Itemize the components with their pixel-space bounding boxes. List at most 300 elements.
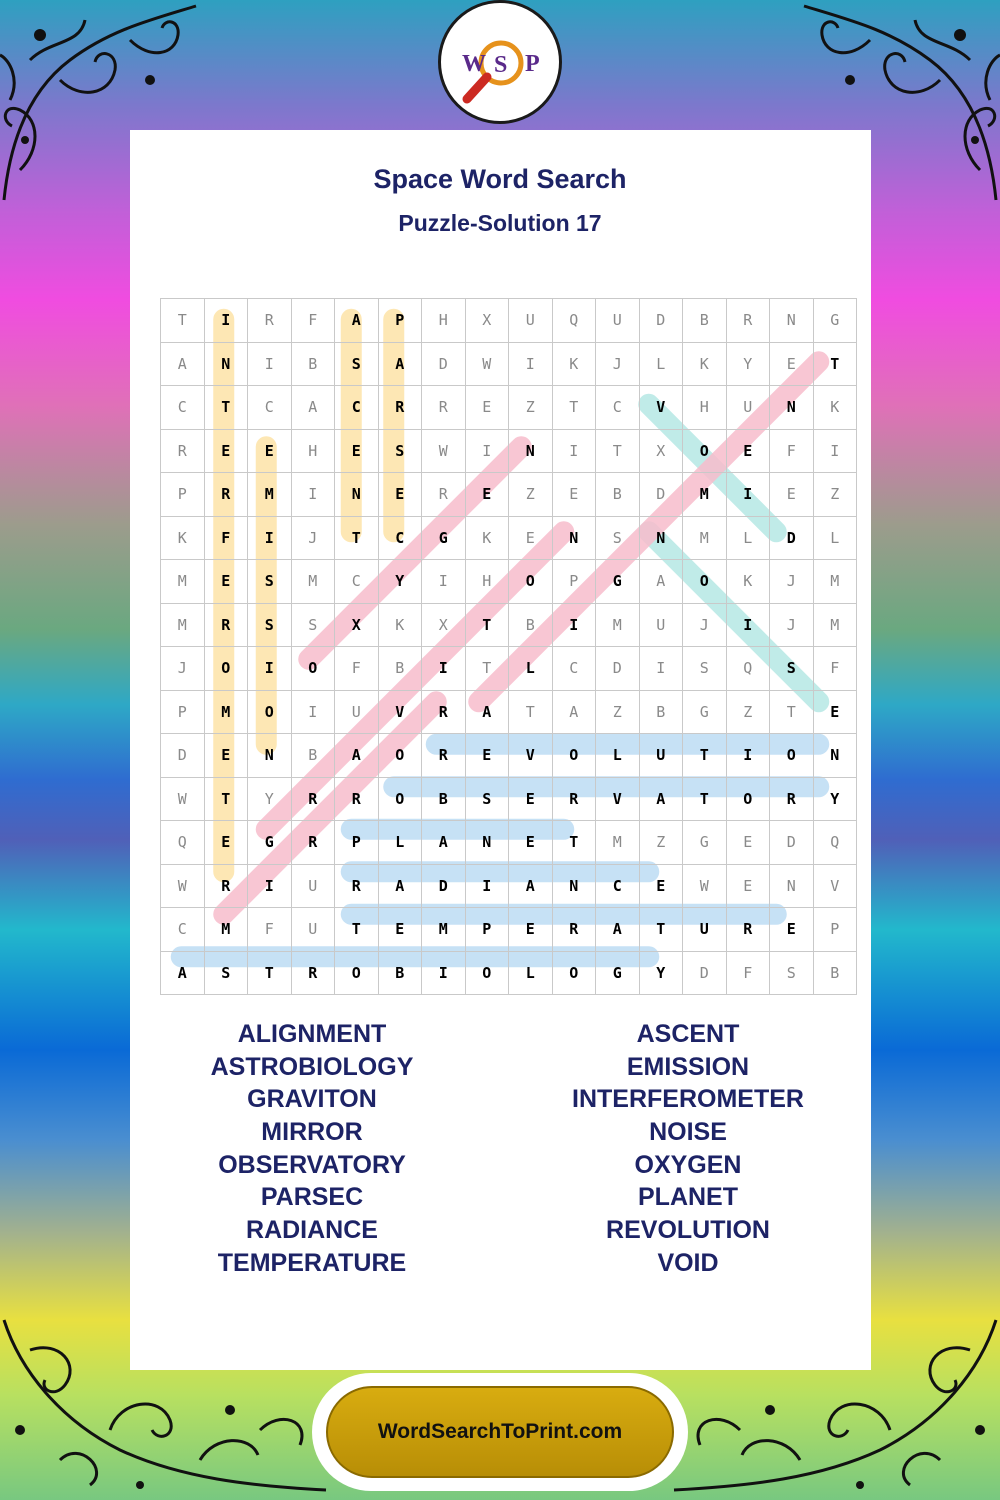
grid-cell: H bbox=[291, 429, 335, 473]
grid-cell: N bbox=[552, 516, 596, 560]
grid-cell: I bbox=[248, 342, 292, 386]
grid-cell: I bbox=[291, 473, 335, 517]
word-list-item: GRAVITON bbox=[247, 1085, 377, 1114]
grid-cell: N bbox=[465, 821, 509, 865]
grid-cell: X bbox=[639, 429, 683, 473]
grid-cell: O bbox=[726, 777, 770, 821]
grid-cell: A bbox=[378, 342, 422, 386]
word-list-item: NOISE bbox=[649, 1118, 727, 1147]
grid-cell: V bbox=[596, 777, 640, 821]
grid-cell: E bbox=[378, 473, 422, 517]
grid-cell: T bbox=[204, 777, 248, 821]
grid-cell: R bbox=[422, 734, 466, 778]
grid-cell: K bbox=[813, 386, 857, 430]
grid-cell: K bbox=[683, 342, 727, 386]
grid-cell: B bbox=[291, 342, 335, 386]
grid-cell: A bbox=[291, 386, 335, 430]
grid-cell: P bbox=[161, 690, 205, 734]
word-list-item: EMISSION bbox=[626, 1052, 750, 1081]
grid-cell: U bbox=[726, 386, 770, 430]
grid-cell: N bbox=[813, 734, 857, 778]
grid-cell: P bbox=[552, 560, 596, 604]
grid-cell: F bbox=[248, 908, 292, 952]
logo-letter-s: S bbox=[494, 52, 508, 78]
grid-cell: E bbox=[639, 864, 683, 908]
grid-cell: R bbox=[291, 951, 335, 995]
grid-cell: C bbox=[335, 560, 379, 604]
grid-row bbox=[161, 299, 857, 343]
grid-cell: N bbox=[204, 342, 248, 386]
word-list-item: OXYGEN bbox=[634, 1150, 742, 1179]
grid-cell: A bbox=[161, 342, 205, 386]
grid-cell: X bbox=[465, 299, 509, 343]
grid-cell: D bbox=[596, 647, 640, 691]
grid-cell: W bbox=[683, 864, 727, 908]
grid-cell: T bbox=[552, 821, 596, 865]
grid-cell: R bbox=[422, 473, 466, 517]
grid-cell: Y bbox=[813, 777, 857, 821]
grid-cell: I bbox=[291, 690, 335, 734]
grid-cell: V bbox=[378, 690, 422, 734]
grid-cell: E bbox=[204, 821, 248, 865]
grid-cell: U bbox=[509, 299, 553, 343]
grid-cell: F bbox=[291, 299, 335, 343]
grid-cell: E bbox=[204, 429, 248, 473]
grid-cell: M bbox=[422, 908, 466, 952]
grid-cell: O bbox=[509, 560, 553, 604]
grid-cell: C bbox=[335, 386, 379, 430]
grid-cell: A bbox=[639, 560, 683, 604]
grid-cell: K bbox=[726, 560, 770, 604]
grid-cell: L bbox=[509, 647, 553, 691]
grid-row bbox=[161, 560, 857, 604]
grid-row bbox=[161, 821, 857, 865]
grid-cell: N bbox=[248, 734, 292, 778]
word-list-right bbox=[478, 1018, 898, 1280]
grid-row bbox=[161, 342, 857, 386]
grid-cell: B bbox=[683, 299, 727, 343]
grid-cell: Q bbox=[726, 647, 770, 691]
grid-cell: Y bbox=[639, 951, 683, 995]
grid-cell: M bbox=[291, 560, 335, 604]
grid-cell: T bbox=[204, 386, 248, 430]
grid-cell: D bbox=[422, 864, 466, 908]
grid-cell: M bbox=[813, 560, 857, 604]
grid-cell: Q bbox=[813, 821, 857, 865]
grid-cell: P bbox=[465, 908, 509, 952]
grid-cell: E bbox=[509, 821, 553, 865]
grid-cell: C bbox=[248, 386, 292, 430]
grid-cell: D bbox=[422, 342, 466, 386]
grid-cell: B bbox=[378, 951, 422, 995]
grid-cell: S bbox=[770, 951, 814, 995]
grid-cell: B bbox=[813, 951, 857, 995]
grid-cell: O bbox=[465, 951, 509, 995]
grid-cell: P bbox=[378, 299, 422, 343]
grid-cell: R bbox=[248, 299, 292, 343]
grid-cell: C bbox=[596, 386, 640, 430]
grid-cell: T bbox=[465, 647, 509, 691]
page-title: Space Word Search bbox=[373, 164, 627, 194]
grid-cell: F bbox=[204, 516, 248, 560]
grid-cell: I bbox=[465, 864, 509, 908]
grid-cell: R bbox=[204, 864, 248, 908]
grid-cell: M bbox=[161, 603, 205, 647]
grid-row bbox=[161, 864, 857, 908]
grid-cell: T bbox=[552, 386, 596, 430]
grid-cell: T bbox=[161, 299, 205, 343]
grid-cell: P bbox=[161, 473, 205, 517]
grid-cell: I bbox=[422, 951, 466, 995]
grid-cell: J bbox=[683, 603, 727, 647]
grid-cell: J bbox=[596, 342, 640, 386]
grid-cell: M bbox=[683, 473, 727, 517]
grid-cell: S bbox=[248, 603, 292, 647]
grid-cell: G bbox=[596, 560, 640, 604]
grid-cell: R bbox=[291, 821, 335, 865]
grid-cell: B bbox=[596, 473, 640, 517]
grid-cell: S bbox=[683, 647, 727, 691]
grid-cell: E bbox=[509, 516, 553, 560]
grid-cell: R bbox=[291, 777, 335, 821]
grid-cell: J bbox=[161, 647, 205, 691]
grid-cell: Q bbox=[552, 299, 596, 343]
grid-cell: S bbox=[204, 951, 248, 995]
grid-cell: J bbox=[770, 560, 814, 604]
grid-cell: B bbox=[378, 647, 422, 691]
grid-cell: R bbox=[552, 908, 596, 952]
grid-cell: A bbox=[378, 864, 422, 908]
grid-cell: C bbox=[378, 516, 422, 560]
grid-cell: E bbox=[378, 908, 422, 952]
word-list-item: VOID bbox=[657, 1248, 719, 1277]
grid-cell: F bbox=[813, 647, 857, 691]
grid-cell: W bbox=[422, 429, 466, 473]
grid-cell: M bbox=[161, 560, 205, 604]
grid-cell: E bbox=[726, 864, 770, 908]
grid-cell: R bbox=[552, 777, 596, 821]
grid-cell: P bbox=[813, 908, 857, 952]
logo-letter-w: W bbox=[462, 51, 486, 77]
grid-cell: S bbox=[248, 560, 292, 604]
grid-cell: A bbox=[509, 864, 553, 908]
wsp-logo bbox=[438, 0, 562, 124]
grid-cell: I bbox=[552, 603, 596, 647]
footer-site-text: WordSearchToPrint.com bbox=[377, 1420, 623, 1443]
grid-cell: J bbox=[770, 603, 814, 647]
grid-cell: A bbox=[335, 734, 379, 778]
grid-cell: I bbox=[813, 429, 857, 473]
grid-cell: G bbox=[683, 690, 727, 734]
grid-cell: E bbox=[770, 473, 814, 517]
grid-cell: M bbox=[596, 821, 640, 865]
word-list-item: RADIANCE bbox=[246, 1216, 378, 1245]
grid-cell: N bbox=[335, 473, 379, 517]
grid-cell: E bbox=[770, 342, 814, 386]
grid-cell: T bbox=[465, 603, 509, 647]
grid-cell: S bbox=[596, 516, 640, 560]
grid-row bbox=[161, 429, 857, 473]
grid-cell: Z bbox=[509, 386, 553, 430]
grid-cell: E bbox=[204, 734, 248, 778]
grid-cell: H bbox=[683, 386, 727, 430]
grid-cell: L bbox=[813, 516, 857, 560]
grid-cell: M bbox=[596, 603, 640, 647]
grid-cell: G bbox=[683, 821, 727, 865]
grid-cell: B bbox=[422, 777, 466, 821]
grid-cell: K bbox=[161, 516, 205, 560]
grid-cell: L bbox=[378, 821, 422, 865]
grid-cell: D bbox=[770, 821, 814, 865]
grid-cell: R bbox=[335, 864, 379, 908]
grid-cell: A bbox=[596, 908, 640, 952]
grid-cell: R bbox=[422, 690, 466, 734]
grid-cell: U bbox=[683, 908, 727, 952]
grid-cell: U bbox=[639, 603, 683, 647]
grid-cell: U bbox=[335, 690, 379, 734]
grid-cell: L bbox=[639, 342, 683, 386]
grid-cell: E bbox=[465, 386, 509, 430]
grid-cell: X bbox=[422, 603, 466, 647]
grid-cell: F bbox=[335, 647, 379, 691]
word-list-item: REVOLUTION bbox=[606, 1216, 770, 1245]
grid-cell: N bbox=[770, 864, 814, 908]
grid-cell: B bbox=[639, 690, 683, 734]
grid-cell: D bbox=[683, 951, 727, 995]
grid-row bbox=[161, 908, 857, 952]
word-list-item: ASTROBIOLOGY bbox=[210, 1052, 414, 1081]
grid-cell: S bbox=[335, 342, 379, 386]
grid-cell: T bbox=[596, 429, 640, 473]
grid-cell: D bbox=[770, 516, 814, 560]
grid-cell: C bbox=[161, 386, 205, 430]
grid-cell: M bbox=[248, 473, 292, 517]
grid-cell: I bbox=[422, 560, 466, 604]
grid-cell: R bbox=[726, 299, 770, 343]
grid-cell: I bbox=[552, 429, 596, 473]
grid-cell: R bbox=[161, 429, 205, 473]
grid-cell: I bbox=[248, 647, 292, 691]
grid-cell: O bbox=[552, 734, 596, 778]
grid-cell: I bbox=[422, 647, 466, 691]
grid-cell: I bbox=[509, 342, 553, 386]
grid-cell: A bbox=[335, 299, 379, 343]
grid-cell: H bbox=[465, 560, 509, 604]
grid-cell: B bbox=[291, 734, 335, 778]
grid-cell: I bbox=[465, 429, 509, 473]
word-list-item: OBSERVATORY bbox=[218, 1150, 406, 1179]
letter-grid bbox=[160, 298, 857, 995]
grid-cell: D bbox=[639, 299, 683, 343]
grid-cell: D bbox=[639, 473, 683, 517]
grid-row bbox=[161, 473, 857, 517]
grid-cell: I bbox=[726, 473, 770, 517]
grid-cell: R bbox=[335, 777, 379, 821]
grid-cell: O bbox=[770, 734, 814, 778]
grid-cell: P bbox=[335, 821, 379, 865]
grid-cell: L bbox=[509, 951, 553, 995]
grid-cell: E bbox=[335, 429, 379, 473]
grid-row bbox=[161, 603, 857, 647]
grid-cell: T bbox=[639, 908, 683, 952]
grid-cell: R bbox=[378, 386, 422, 430]
grid-cell: R bbox=[204, 473, 248, 517]
grid-cell: Q bbox=[161, 821, 205, 865]
grid-cell: O bbox=[378, 734, 422, 778]
grid-cell: E bbox=[552, 473, 596, 517]
grid-cell: Z bbox=[639, 821, 683, 865]
grid-cell: K bbox=[552, 342, 596, 386]
grid-cell: Z bbox=[813, 473, 857, 517]
grid-cell: N bbox=[639, 516, 683, 560]
grid-cell: S bbox=[378, 429, 422, 473]
grid-cell: T bbox=[509, 690, 553, 734]
grid-cell: A bbox=[465, 690, 509, 734]
grid-cell: G bbox=[422, 516, 466, 560]
grid-cell: X bbox=[335, 603, 379, 647]
grid-cell: H bbox=[422, 299, 466, 343]
grid-cell: O bbox=[204, 647, 248, 691]
grid-cell: W bbox=[161, 777, 205, 821]
grid-row bbox=[161, 951, 857, 995]
grid-cell: Y bbox=[378, 560, 422, 604]
word-list-item: PLANET bbox=[638, 1183, 738, 1212]
grid-cell: G bbox=[248, 821, 292, 865]
grid-cell: T bbox=[813, 342, 857, 386]
grid-cell: E bbox=[509, 908, 553, 952]
grid-cell: Z bbox=[726, 690, 770, 734]
grid-cell: U bbox=[291, 908, 335, 952]
grid-cell: Y bbox=[248, 777, 292, 821]
grid-cell: A bbox=[161, 951, 205, 995]
grid-cell: I bbox=[726, 734, 770, 778]
grid-cell: O bbox=[378, 777, 422, 821]
grid-cell: M bbox=[204, 690, 248, 734]
grid-row bbox=[161, 734, 857, 778]
grid-cell: I bbox=[248, 516, 292, 560]
grid-cell: L bbox=[596, 734, 640, 778]
grid-cell: O bbox=[335, 951, 379, 995]
grid-cell: E bbox=[726, 429, 770, 473]
grid-cell: C bbox=[596, 864, 640, 908]
grid-cell: D bbox=[161, 734, 205, 778]
grid-cell: V bbox=[813, 864, 857, 908]
grid-cell: O bbox=[683, 560, 727, 604]
grid-cell: R bbox=[770, 777, 814, 821]
grid-cell: M bbox=[683, 516, 727, 560]
grid-cell: T bbox=[770, 690, 814, 734]
grid-cell: T bbox=[335, 516, 379, 560]
grid-cell: Z bbox=[509, 473, 553, 517]
grid-cell: M bbox=[204, 908, 248, 952]
word-list-item: MIRROR bbox=[261, 1118, 363, 1147]
grid-cell: E bbox=[813, 690, 857, 734]
word-list-item: ASCENT bbox=[636, 1020, 740, 1048]
grid-cell: T bbox=[335, 908, 379, 952]
grid-cell: F bbox=[770, 429, 814, 473]
grid-cell: N bbox=[509, 429, 553, 473]
grid-cell: C bbox=[161, 908, 205, 952]
word-list-item: ALIGNMENT bbox=[237, 1020, 387, 1048]
word-search-grid bbox=[160, 298, 840, 982]
grid-cell: S bbox=[465, 777, 509, 821]
grid-cell: M bbox=[813, 603, 857, 647]
grid-cell: N bbox=[770, 386, 814, 430]
word-list-item: TEMPERATURE bbox=[217, 1248, 407, 1277]
grid-cell: Z bbox=[596, 690, 640, 734]
grid-row bbox=[161, 690, 857, 734]
grid-cell: N bbox=[552, 864, 596, 908]
grid-cell: R bbox=[204, 603, 248, 647]
grid-cell: I bbox=[726, 603, 770, 647]
grid-cell: O bbox=[683, 429, 727, 473]
grid-cell: U bbox=[639, 734, 683, 778]
word-list-left bbox=[102, 1018, 522, 1280]
grid-cell: U bbox=[291, 864, 335, 908]
grid-cell: B bbox=[509, 603, 553, 647]
grid-cell: G bbox=[813, 299, 857, 343]
logo-letter-p: P bbox=[525, 51, 540, 77]
grid-cell: S bbox=[770, 647, 814, 691]
grid-cell: T bbox=[683, 734, 727, 778]
grid-cell: E bbox=[465, 473, 509, 517]
grid-cell: V bbox=[639, 386, 683, 430]
grid-cell: I bbox=[639, 647, 683, 691]
grid-cell: I bbox=[248, 864, 292, 908]
word-list-item: PARSEC bbox=[260, 1183, 364, 1212]
grid-row bbox=[161, 516, 857, 560]
grid-cell: F bbox=[726, 951, 770, 995]
grid-cell: U bbox=[596, 299, 640, 343]
footer-link-button[interactable] bbox=[326, 1386, 674, 1478]
grid-cell: G bbox=[596, 951, 640, 995]
grid-cell: A bbox=[422, 821, 466, 865]
grid-cell: E bbox=[770, 908, 814, 952]
grid-cell: E bbox=[509, 777, 553, 821]
grid-cell: V bbox=[509, 734, 553, 778]
grid-cell: W bbox=[161, 864, 205, 908]
grid-cell: O bbox=[291, 647, 335, 691]
grid-cell: I bbox=[204, 299, 248, 343]
grid-cell: K bbox=[465, 516, 509, 560]
grid-cell: A bbox=[639, 777, 683, 821]
grid-row bbox=[161, 777, 857, 821]
grid-cell: N bbox=[770, 299, 814, 343]
grid-cell: T bbox=[683, 777, 727, 821]
grid-cell: E bbox=[726, 821, 770, 865]
grid-cell: E bbox=[465, 734, 509, 778]
grid-cell: T bbox=[248, 951, 292, 995]
word-list-item: INTERFEROMETER bbox=[572, 1085, 804, 1114]
grid-cell: O bbox=[552, 951, 596, 995]
grid-cell: W bbox=[465, 342, 509, 386]
grid-cell: K bbox=[378, 603, 422, 647]
grid-cell: S bbox=[291, 603, 335, 647]
grid-cell: J bbox=[291, 516, 335, 560]
grid-cell: E bbox=[204, 560, 248, 604]
grid-cell: C bbox=[552, 647, 596, 691]
grid-row bbox=[161, 647, 857, 691]
grid-cell: O bbox=[248, 690, 292, 734]
grid-cell: E bbox=[248, 429, 292, 473]
grid-row bbox=[161, 386, 857, 430]
grid-cell: A bbox=[552, 690, 596, 734]
grid-cell: L bbox=[726, 516, 770, 560]
grid-cell: R bbox=[422, 386, 466, 430]
grid-cell: R bbox=[726, 908, 770, 952]
grid-cell: Y bbox=[726, 342, 770, 386]
page-subtitle: Puzzle-Solution 17 bbox=[398, 210, 602, 236]
